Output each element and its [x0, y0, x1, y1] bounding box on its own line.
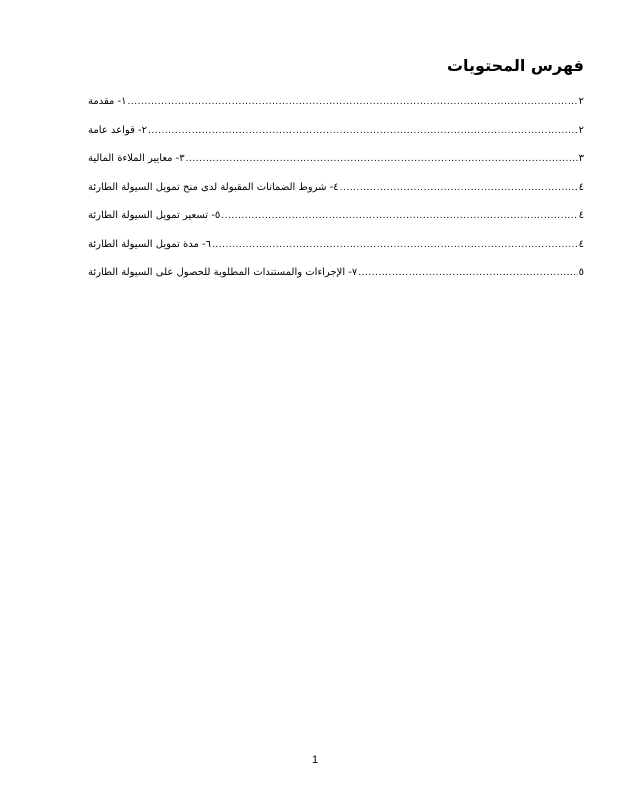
toc-page-number: ٣ [578, 153, 584, 164]
toc-entry[interactable] [88, 239, 584, 268]
toc-entry-text: ٤- شروط الضمانات المقبولة لدى منح تمويل السيولة الطارئة [88, 181, 339, 193]
toc-entry[interactable] [88, 182, 584, 211]
toc-entry-text: ٢- قواعد عامة [88, 124, 148, 136]
toc-entry[interactable] [88, 153, 584, 182]
toc-title: فهرس المحتويات [446, 56, 584, 75]
toc-dot-leader [340, 184, 578, 193]
toc-entry-text: ٣- معايير الملاءة المالية [88, 153, 185, 164]
toc-page-number: ٤ [578, 181, 584, 193]
toc-page-number: ٢ [578, 96, 584, 107]
toc-page-number: ٤ [578, 210, 584, 221]
toc-entry-text: ١- مقدمة [88, 96, 127, 107]
toc-list [88, 96, 584, 296]
toc-page-number: ٥ [578, 267, 584, 278]
toc-dot-leader [221, 212, 577, 221]
toc-dot-leader [212, 241, 578, 250]
page-number: 1 [311, 754, 319, 766]
toc-entry-text: ٧- الإجراءات والمستندات المطلوبة للحصول على السيولة الطارئة [88, 267, 358, 278]
toc-entry-text: ٥- تسعير تمويل السيولة الطارئة [88, 210, 221, 221]
toc-entry[interactable] [88, 96, 584, 125]
toc-dot-leader [128, 98, 578, 107]
toc-page-number: ٤ [578, 238, 584, 250]
toc-entry[interactable] [88, 210, 584, 239]
toc-dot-leader [186, 155, 578, 164]
toc-page-number: ٢ [578, 124, 584, 136]
toc-entry[interactable] [88, 267, 584, 296]
toc-entry-text: ٦- مدة تمويل السيولة الطارئة [88, 238, 212, 250]
toc-dot-leader [148, 127, 578, 136]
toc-entry[interactable] [88, 125, 584, 154]
toc-dot-leader [358, 269, 577, 278]
